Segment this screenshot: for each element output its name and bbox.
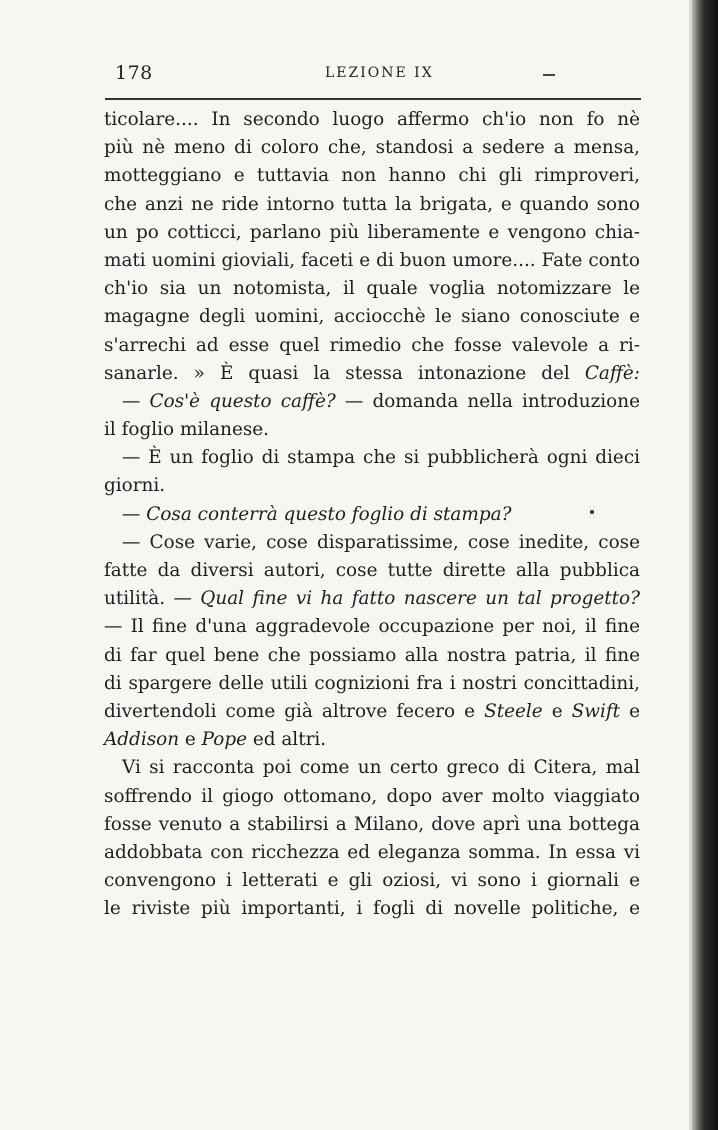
text-line: s'arrechi ad esse quel rimedio che fosse valevole a ri- bbox=[104, 334, 640, 356]
text-run: — bbox=[122, 390, 150, 412]
text-line: più nè meno di coloro che, standosi a sedere a mensa, bbox=[104, 137, 640, 159]
text-line: il foglio milanese. bbox=[104, 419, 270, 441]
text-line: che anzi ne ride intorno tutta la brigata, e quando sono bbox=[104, 193, 640, 215]
book-spine-shadow bbox=[692, 0, 718, 1130]
text-run: e bbox=[542, 700, 572, 722]
text-line bbox=[104, 501, 640, 529]
text-line: — Il fine d'una aggradevole occupazione per noi, il fine bbox=[104, 616, 640, 638]
text-line bbox=[104, 698, 640, 726]
body-text bbox=[104, 106, 640, 923]
text-line: un po cotticci, parlano più liberamente e vengono chia- bbox=[104, 221, 640, 243]
italic-name: Steele bbox=[484, 700, 543, 722]
text-line: mati uomini gioviali, faceti e di buon umore.... Fate conto bbox=[104, 249, 640, 271]
page-header bbox=[105, 62, 641, 92]
text-line: convengono i letterati e gli oziosi, vi sono i giornali e bbox=[104, 870, 640, 892]
text-run: divertendoli come già altrove fecero e bbox=[104, 700, 485, 722]
text-line: ch'io sia un notomista, il quale voglia notomizzare le bbox=[104, 278, 640, 300]
text-line: le riviste più importanti, i fogli di novelle politiche, e bbox=[104, 898, 640, 920]
text-line bbox=[104, 388, 640, 416]
text-line: — È un foglio di stampa che si pubblicherà ogni dieci bbox=[122, 447, 640, 469]
text-run: e bbox=[620, 700, 641, 722]
italic-name: Pope bbox=[201, 729, 247, 751]
text-run: — domanda nella introduzione bbox=[335, 390, 640, 412]
italic-name: Swift bbox=[571, 700, 621, 722]
text-run: e bbox=[179, 729, 202, 751]
text-run: utilità. — bbox=[104, 588, 201, 610]
italic-question: Qual fine vi ha fatto nascere un tal progetto? bbox=[200, 588, 640, 610]
header-mark bbox=[543, 74, 555, 76]
text-line: — Cose varie, cose disparatissime, cose inedite, cose bbox=[122, 531, 640, 553]
italic-name: Addison bbox=[104, 729, 180, 751]
text-line: soffrendo il giogo ottomano, dopo aver molto viaggiato bbox=[104, 785, 640, 807]
print-speck bbox=[590, 510, 594, 514]
text-run: ed altri. bbox=[247, 729, 327, 751]
text-line: ticolare.... In secondo luogo affermo ch'io non fo nè bbox=[104, 109, 640, 130]
text-line bbox=[104, 360, 640, 388]
text-run: sanarle. » È quasi la stessa intonazione del bbox=[104, 362, 585, 384]
header-rule bbox=[105, 98, 641, 100]
text-line bbox=[104, 726, 640, 754]
text-line: magagne degli uomini, acciocchè le siano conosciute e bbox=[104, 306, 640, 328]
italic-question: Cos'è questo caffè? bbox=[149, 390, 336, 412]
page-number: 178 bbox=[115, 62, 153, 84]
running-head: LEZIONE IX bbox=[325, 65, 434, 81]
text-line: motteggiano e tuttavia non hanno chi gli rimproveri, bbox=[104, 165, 640, 187]
text-line: Vi si racconta poi come un certo greco di Citera, mal bbox=[122, 757, 640, 779]
italic-title: Caffè: bbox=[584, 362, 640, 384]
text-line: addobbata con ricchezza ed eleganza somma. In essa vi bbox=[104, 841, 640, 863]
text-line: di far quel bene che possiamo alla nostra patria, il fine bbox=[104, 644, 640, 666]
text-line: di spargere delle utili cognizioni fra i nostri concittadini, bbox=[104, 672, 640, 694]
text-line: fatte da diversi autori, cose tutte dirette alla pubblica bbox=[104, 560, 640, 581]
italic-question: Cosa conterrà questo foglio di stampa? bbox=[146, 503, 512, 525]
text-line: fosse venuto a stabilirsi a Milano, dove aprì una bottega bbox=[104, 813, 640, 835]
text-run: — bbox=[122, 503, 147, 525]
text-line bbox=[104, 585, 640, 613]
text-line: giorni. bbox=[104, 475, 166, 497]
